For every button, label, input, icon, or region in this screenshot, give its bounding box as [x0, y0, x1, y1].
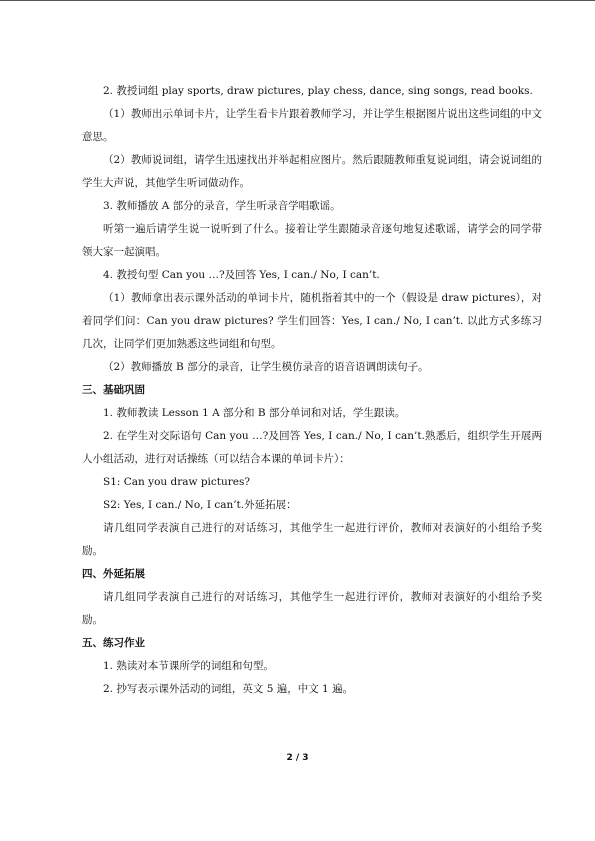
document-body — [82, 80, 542, 701]
paragraph: 2. 抄写表示课外活动的词组，英文 5 遍，中文 1 遍。 — [103, 683, 354, 695]
top-rule — [0, 0, 595, 1]
section-heading: 四、外延拓展 — [82, 568, 145, 580]
paragraph: （2）教师说词组，请学生迅速找出并举起相应图片。然后跟随教师重复说词组，请会说词组的学生大声说，其他学生听词做动作。 — [82, 154, 542, 189]
section-heading: 五、练习作业 — [82, 637, 145, 649]
paragraph: 3. 教师播放 A 部分的录音，学生听录音学唱歌谣。 — [103, 200, 341, 212]
paragraph: 请几组同学表演自己进行的对话练习，其他学生一起进行评价，教师对表演好的小组给予奖励。 — [82, 522, 542, 557]
paragraph: 听第一遍后请学生说一说听到了什么。接着让学生跟随录音逐句地复述歌谣，请学会的同学带领大家一起演唱。 — [82, 223, 542, 258]
paragraph: 1. 教师教读 Lesson 1 A 部分和 B 部分单词和对话，学生跟读。 — [103, 407, 406, 419]
paragraph: （2）教师播放 B 部分的录音，让学生模仿录音的语音语调朗读句子。 — [103, 361, 429, 373]
paragraph: （1）教师拿出表示课外活动的单词卡片，随机指着其中的一个（假设是 draw pictures），对着同学们问：Can you draw pictures? 学生们回答：Yes, I can./ No, I can’t. 以此方式多练习几次，让同学们更加熟悉这些词组和句型。 — [82, 292, 542, 350]
paragraph: 请几组同学表演自己进行的对话练习，其他学生一起进行评价，教师对表演好的小组给予奖励。 — [82, 591, 542, 626]
page-number: 2 / 3 — [286, 753, 309, 763]
paragraph: 1. 熟读对本节课所学的词组和句型。 — [103, 660, 274, 672]
paragraph: S1: Can you draw pictures? — [103, 476, 251, 488]
paragraph: 2. 教授词组 play sports, draw pictures, play chess, dance, sing songs, read books. — [103, 85, 533, 97]
paragraph: 2. 在学生对交际语句 Can you …?及回答 Yes, I can./ No, I can’t.熟悉后，组织学生开展两人小组活动，进行对话操练（可以结合本课的单词卡片）： — [82, 430, 542, 465]
paragraph: S2: Yes, I can./ No, I can’t.外延拓展： — [103, 499, 297, 511]
paragraph: （1）教师出示单词卡片，让学生看卡片跟着教师学习，并让学生根据图片说出这些词组的中文意思。 — [82, 108, 542, 143]
section-heading: 三、基础巩固 — [82, 384, 145, 396]
paragraph: 4. 教授句型 Can you …?及回答 Yes, I can./ No, I can’t. — [103, 269, 380, 281]
